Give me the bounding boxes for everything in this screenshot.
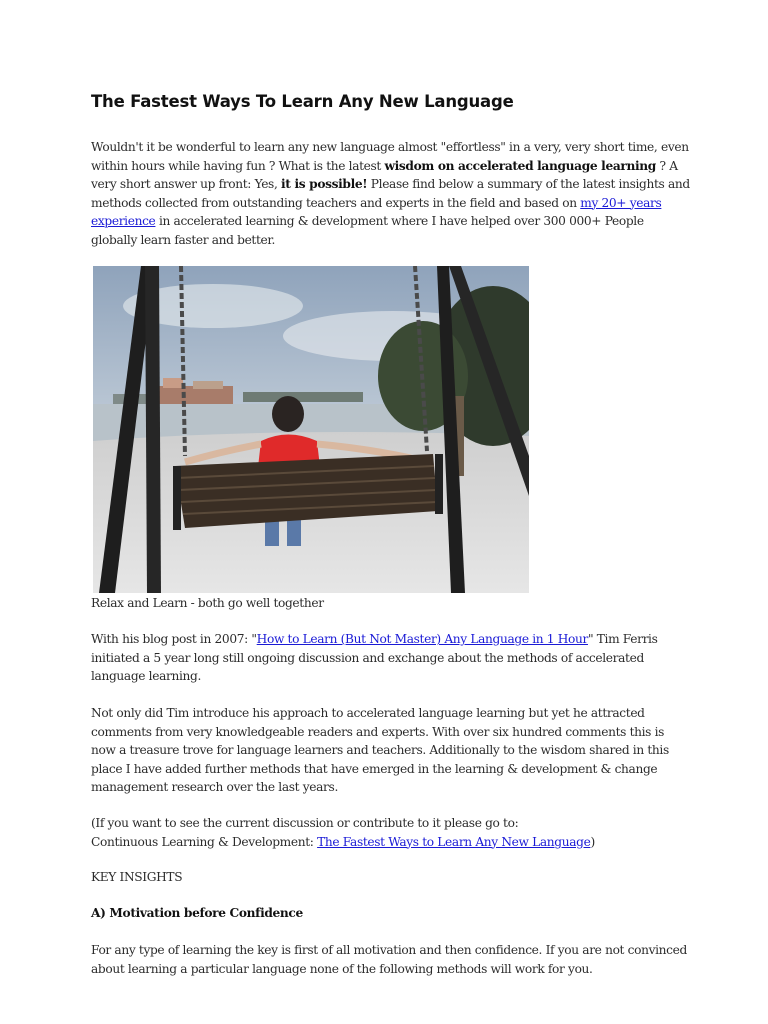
key-insights-heading: KEY INSIGHTS (91, 870, 183, 884)
blog-paragraph: With his blog post in 2007: "How to Learn (But Not Master) Any Language in 1 Hour" Tim Ferris initiated a 5 year long still ongoing discussion and exchange about the methods of accelerated language learning. (91, 632, 658, 683)
intro-paragraph: Wouldn't it be wonderful to learn any new language almost "effortless" in a very, very short time, even within hours while having fun ? What is the latest wisdom on accelerated language learning ? A very short answer up front: Yes, it is possible! Please find below a summary of the latest insights and methods collected from outstanding teachers and experts in the field and based on my 20+ years experience in accelerated learning & development where I have helped over 300 000+ People globally learn faster and better. (91, 140, 690, 247)
section-a-heading: A) Motivation before Confidence (91, 906, 303, 920)
contribute-paragraph: (If you want to see the current discussion or contribute to it please go to: Continuous Learning & Development: The Fastest Ways to Learn Any New Language) (91, 816, 595, 849)
fastest-ways-link[interactable]: The Fastest Ways to Learn Any New Language (317, 834, 591, 849)
experience-link[interactable]: my 20+ years experience (91, 195, 662, 228)
page-title: The Fastest Ways To Learn Any New Language (91, 92, 514, 111)
tim-paragraph: Not only did Tim introduce his approach to accelerated language learning but yet he attracted comments from very knowledgeable readers and experts. With over six hundred comments this is now a treasure trove for language learners and teachers. Additionally to the wisdom shared in this place I have added further methods that have emerged in the learning & development & change management research over the last years. (91, 706, 669, 794)
motivation-paragraph: For any type of learning the key is first of all motivation and then confidence. If you are not convinced about learning a particular language none of the following methods will work for you. (91, 943, 687, 976)
blog-post-link[interactable]: How to Learn (But Not Master) Any Language in 1 Hour (256, 632, 588, 646)
swing-photo (93, 266, 529, 593)
photo-caption: Relax and Learn - both go well together (91, 596, 324, 610)
